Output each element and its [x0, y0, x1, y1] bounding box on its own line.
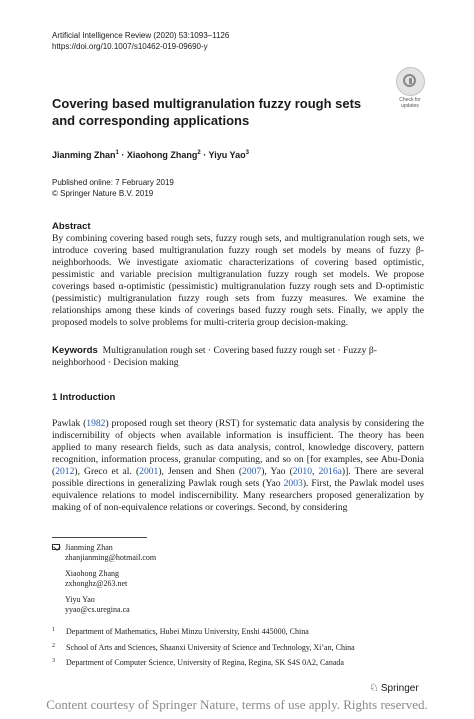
check-updates-icon — [396, 67, 425, 96]
intro-text-segment: ), Jensen and Shen ( — [158, 466, 243, 477]
author-affil-mark: 2 — [197, 150, 201, 156]
contact-entry — [52, 543, 156, 563]
published-date: Published online: 7 February 2019 — [52, 178, 174, 187]
affiliation-number: 2 — [52, 642, 55, 649]
author-separator: · — [200, 150, 209, 160]
intro-text-segment: ). First, the Pawlak model uses equivalence relations to model indiscernibility. Many researchers proposed generalization by making of of non-equivalence relations or coverings. Second, by considering — [52, 478, 425, 513]
contact-email[interactable]: zxhonghz@263.net — [65, 579, 128, 588]
springer-horse-icon: ♘ — [369, 682, 379, 694]
citation-link[interactable]: 2010 — [292, 466, 312, 477]
intro-text-segment: ), Greco et al. ( — [74, 466, 140, 477]
watermark-text: Content courtesy of Springer Nature, terms of use apply. Rights reserved. — [46, 697, 428, 712]
affiliation-item — [52, 643, 432, 653]
citation-link[interactable]: 2003 — [283, 478, 303, 489]
affiliation-item — [52, 627, 432, 637]
author-list — [52, 150, 249, 160]
badge-line-1: Check for — [399, 97, 421, 103]
check-for-updates-badge[interactable] — [392, 67, 428, 109]
keywords-label: Keywords — [52, 345, 98, 356]
contact-entry — [52, 595, 156, 615]
contact-name: Jianming Zhan — [65, 543, 113, 552]
abstract-text: By combining covering based rough sets, fuzzy rough sets, and multigranulation rough sets, we introduce covering based multigranulation fuzzy rough set models by means of fuzzy β-neighborhoods. We investigate axiomatic characterizations of covering based optimistic, pessimistic and variable precision multigranulation fuzzy rough set models. We propose coverings based α-optimistic (pessimistic) multigranulation fuzzy rough sets and D-optimistic (pessimistic) multigranulation fuzzy rough sets from fuzzy measures. We examine the relationships among these kinds of coverings based fuzzy rough sets. Finally, we apply the proposed models to solve problems for multi-criteria group decision-making. — [52, 233, 424, 328]
intro-text-segment: Pawlak ( — [52, 418, 87, 429]
affiliation-list — [52, 627, 432, 674]
citation-link[interactable]: 2007 — [242, 466, 262, 477]
author-affil-mark: 1 — [115, 150, 119, 156]
footnote-divider — [52, 537, 147, 538]
affiliation-text: Department of Mathematics, Hubei Minzu University, Enshi 445000, China — [66, 627, 309, 636]
author-separator: · — [118, 150, 127, 160]
intro-text-segment: ) proposed rough set theory (RST) for systematic data analysis by considering the indiscernibility of objects when available information is insufficient. The theory has been applied to many research fields, such as data analysis, control, knowledge discovery, pattern recognition, information process, granular computing, and so on [for examples, see Abu-Donia ( — [52, 418, 424, 477]
contact-email[interactable]: yyao@cs.uregina.ca — [65, 605, 130, 614]
keywords-text: Multigranulation rough set · Covering based fuzzy rough set · Fuzzy β-neighborhood · Decision making — [52, 345, 377, 368]
citation-link[interactable]: 2012 — [55, 466, 75, 477]
author-name: Yiyu Yao — [208, 150, 246, 160]
envelope-icon — [52, 544, 60, 550]
contact-entry — [52, 569, 156, 589]
author-name: Xiaohong Zhang — [126, 150, 198, 160]
publisher-logo — [369, 681, 419, 694]
publisher-name: Springer — [380, 683, 419, 694]
copyright-line: © Springer Nature B.V. 2019 — [52, 188, 154, 198]
author-affil-mark: 3 — [245, 150, 249, 156]
abstract-heading: Abstract — [52, 221, 91, 232]
keywords-block — [52, 345, 424, 369]
section-heading-introduction: 1 Introduction — [52, 392, 116, 403]
contact-list — [52, 543, 156, 621]
intro-text-segment: ), Yao ( — [261, 466, 293, 477]
doi-link[interactable]: https://doi.org/10.1007/s10462-019-09690-y — [52, 41, 208, 51]
contact-email[interactable]: zhanjianming@hotmail.com — [65, 553, 157, 562]
citation-link[interactable]: 2016a — [318, 466, 342, 477]
badge-line-2: updates — [401, 103, 419, 109]
intro-text-segment: )]. There are several possible directions in generalizing Pawlak rough sets (Yao — [52, 466, 424, 489]
citation-link[interactable]: 1982 — [86, 418, 106, 429]
publication-info — [52, 178, 174, 199]
journal-header — [52, 31, 229, 52]
journal-citation: Artificial Intelligence Review (2020) 53:1093–1126 — [52, 31, 230, 40]
paper-title: Covering based multigranulation fuzzy rough sets and corresponding applications — [52, 96, 362, 128]
author-name: Jianming Zhan — [52, 150, 116, 160]
affiliation-text: Department of Computer Science, University of Regina, Regina, SK S4S 0A2, Canada — [66, 658, 344, 667]
citation-link[interactable]: 2001 — [139, 466, 159, 477]
contact-name: Xiaohong Zhang — [65, 569, 119, 578]
affiliation-number: 3 — [52, 658, 55, 664]
affiliation-item — [52, 658, 432, 668]
intro-text-segment: , — [311, 466, 319, 477]
introduction-text — [52, 418, 424, 514]
contact-name: Yiyu Yao — [65, 595, 95, 604]
affiliation-text: School of Arts and Sciences, Shaanxi University of Science and Technology, Xi’an, China — [66, 642, 355, 652]
affiliation-number: 1 — [52, 627, 55, 633]
